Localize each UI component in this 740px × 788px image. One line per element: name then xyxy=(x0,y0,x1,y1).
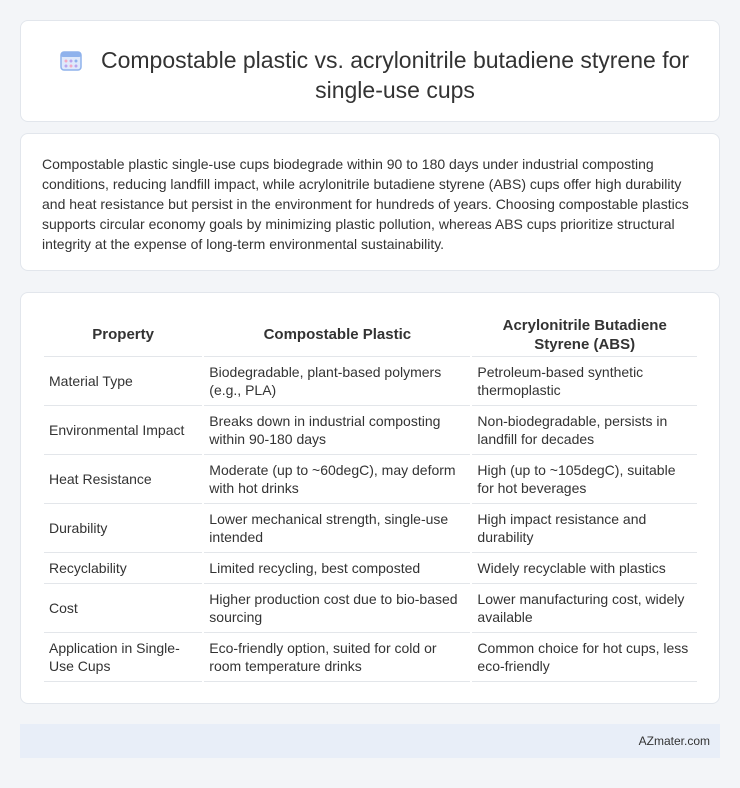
row-compostable: Higher production cost due to bio-based sourcing xyxy=(204,584,470,633)
comparison-table-card xyxy=(20,292,720,704)
table-row xyxy=(44,633,697,682)
page-title: Compostable plastic vs. acrylonitrile butadiene styrene for single-use cups xyxy=(100,47,690,103)
table-row xyxy=(44,406,697,455)
table-row xyxy=(44,504,697,553)
row-abs: Lower manufacturing cost, widely available xyxy=(472,584,697,633)
table-header-row xyxy=(44,313,697,357)
row-abs: High (up to ~105degC), suitable for hot beverages xyxy=(472,455,697,504)
row-compostable: Breaks down in industrial composting within 90-180 days xyxy=(204,406,470,455)
row-abs: High impact resistance and durability xyxy=(472,504,697,553)
header-property: Property xyxy=(44,313,202,357)
title-card xyxy=(20,20,720,122)
summary-card xyxy=(20,133,720,271)
row-compostable: Lower mechanical strength, single-use intended xyxy=(204,504,470,553)
row-compostable: Biodegradable, plant-based polymers (e.g., PLA) xyxy=(204,357,470,406)
row-abs: Non-biodegradable, persists in landfill for decades xyxy=(472,406,697,455)
row-abs: Widely recyclable with plastics xyxy=(472,553,697,584)
row-property: Environmental Impact xyxy=(44,406,202,455)
calendar-grid-icon xyxy=(59,48,83,72)
row-property: Heat Resistance xyxy=(44,455,202,504)
row-abs: Petroleum-based synthetic thermoplastic xyxy=(472,357,697,406)
row-abs: Common choice for hot cups, less eco-friendly xyxy=(472,633,697,682)
summary-paragraph: Compostable plastic single-use cups biodegrade within 90 to 180 days under industrial composting conditions, reducing landfill impact, while acrylonitrile butadiene styrene (ABS) cups offer high durability and heat resistance but persist in the environment for hundreds of years. Choosing compostable plastics supports circular economy goals by minimizing plastic pollution, whereas ABS cups prioritize structural integrity at the expense of long-term environmental sustainability. xyxy=(42,156,689,252)
row-property: Durability xyxy=(44,504,202,553)
row-property: Cost xyxy=(44,584,202,633)
row-property: Application in Single-Use Cups xyxy=(44,633,202,682)
footer-bar xyxy=(20,724,720,758)
header-compostable: Compostable Plastic xyxy=(204,313,470,357)
table-row xyxy=(44,553,697,584)
table-row xyxy=(44,455,697,504)
table-row xyxy=(44,584,697,633)
row-property: Material Type xyxy=(44,357,202,406)
row-compostable: Eco-friendly option, suited for cold or room temperature drinks xyxy=(204,633,470,682)
footer-site-link[interactable]: AZmater.com xyxy=(638,734,710,748)
row-compostable: Moderate (up to ~60degC), may deform with hot drinks xyxy=(204,455,470,504)
comparison-table xyxy=(42,313,699,682)
row-compostable: Limited recycling, best composted xyxy=(204,553,470,584)
table-row xyxy=(44,357,697,406)
header-abs: Acrylonitrile Butadiene Styrene (ABS) xyxy=(472,313,697,357)
row-property: Recyclability xyxy=(44,553,202,584)
